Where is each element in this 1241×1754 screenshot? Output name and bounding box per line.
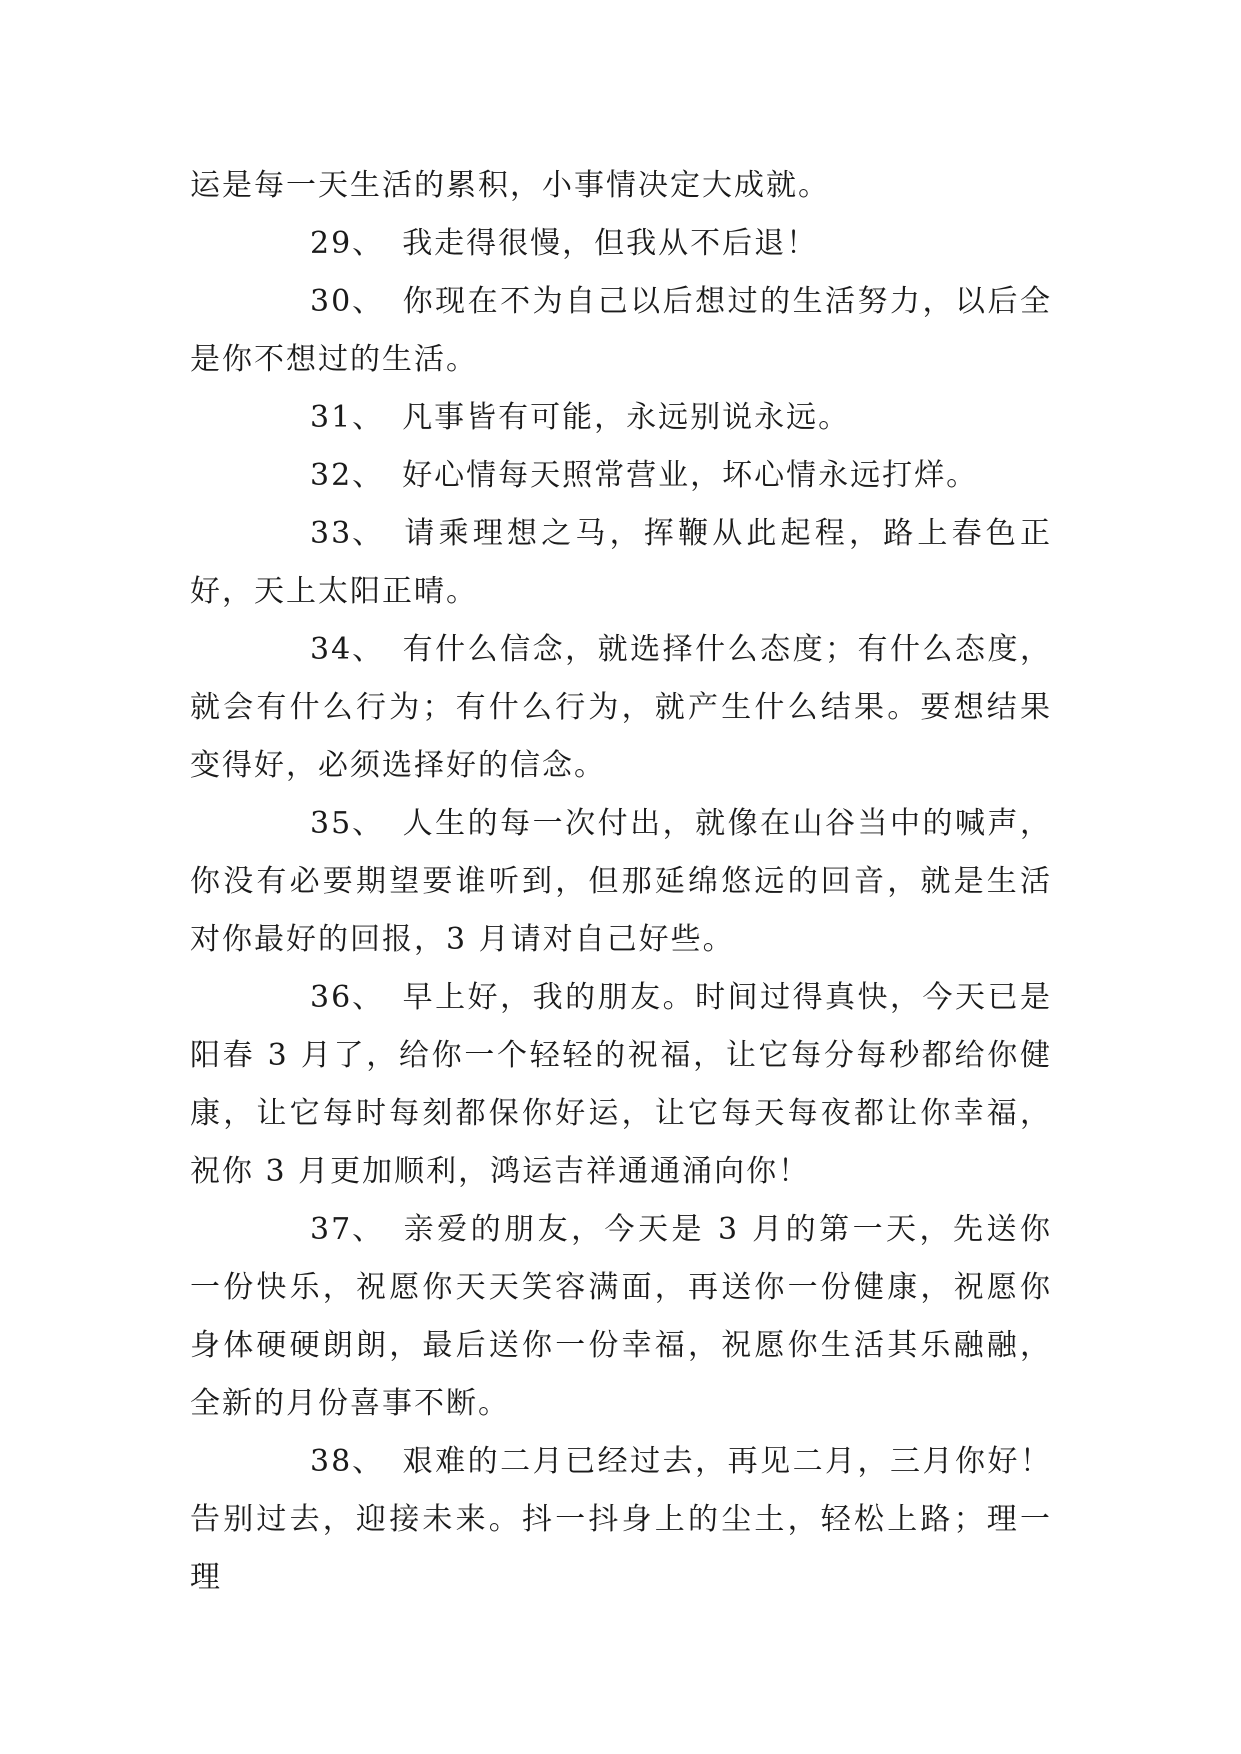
list-item [190, 505, 1052, 621]
item-number: 32、 [310, 458, 385, 493]
item-number: 33、 [310, 516, 385, 551]
item-number: 30、 [310, 284, 385, 319]
item-text: 我走得很慢，但我从不后退！ [402, 226, 819, 261]
item-text: 早上好，我的朋友。时间过得真快，今天已是阳春 3 月了，给你一个轻轻的祝福，让它每分每秒都给你健康，让它每时每刻都保你好运，让它每天每夜都让你幸福，祝你 3 月更加顺利，鸿运吉祥通通涌向你！ [190, 980, 1052, 1189]
list-item [190, 969, 1052, 1201]
item-number: 37、 [310, 1212, 385, 1247]
list-item [190, 795, 1052, 969]
item-text: 艰难的二月已经过去，再见二月，三月你好！告别过去，迎接未来。抖一抖身上的尘土，轻松上路；理一理 [190, 1444, 1052, 1595]
item-number: 34、 [310, 632, 385, 667]
item-text: 人生的每一次付出，就像在山谷当中的喊声，你没有必要期望要谁听到，但那延绵悠远的回音，就是生活对你最好的回报，3 月请对自己好些。 [190, 806, 1052, 957]
item-text: 请乘理想之马，挥鞭从此起程，路上春色正好，天上太阳正晴。 [190, 516, 1052, 609]
item-text: 亲爱的朋友，今天是 3 月的第一天，先送你一份快乐，祝愿你天天笑容满面，再送你一份健康，祝愿你身体硬硬朗朗，最后送你一份幸福，祝愿你生活其乐融融，全新的月份喜事不断。 [190, 1212, 1052, 1421]
list-item [190, 1201, 1052, 1433]
list-item [190, 621, 1052, 795]
item-number: 35、 [310, 806, 385, 841]
item-number: 31、 [310, 400, 385, 435]
list-item [190, 389, 1052, 447]
list-item [190, 215, 1052, 273]
document-body [190, 157, 1052, 1607]
item-text: 凡事皆有可能，永远别说永远。 [402, 400, 851, 435]
list-item [190, 1433, 1052, 1607]
item-text: 你现在不为自己以后想过的生活努力，以后全是你不想过的生活。 [190, 284, 1052, 377]
item-text: 有什么信念，就选择什么态度；有什么态度，就会有什么行为；有什么行为，就产生什么结果。要想结果变得好，必须选择好的信念。 [190, 632, 1052, 783]
item-number: 36、 [310, 980, 385, 1015]
continuation-paragraph: 运是每一天生活的累积，小事情决定大成就。 [190, 168, 830, 203]
list-item [190, 447, 1052, 505]
item-text: 好心情每天照常营业，坏心情永远打烊。 [402, 458, 979, 493]
item-number: 38、 [310, 1444, 385, 1479]
list-item [190, 273, 1052, 389]
item-number: 29、 [310, 226, 385, 261]
